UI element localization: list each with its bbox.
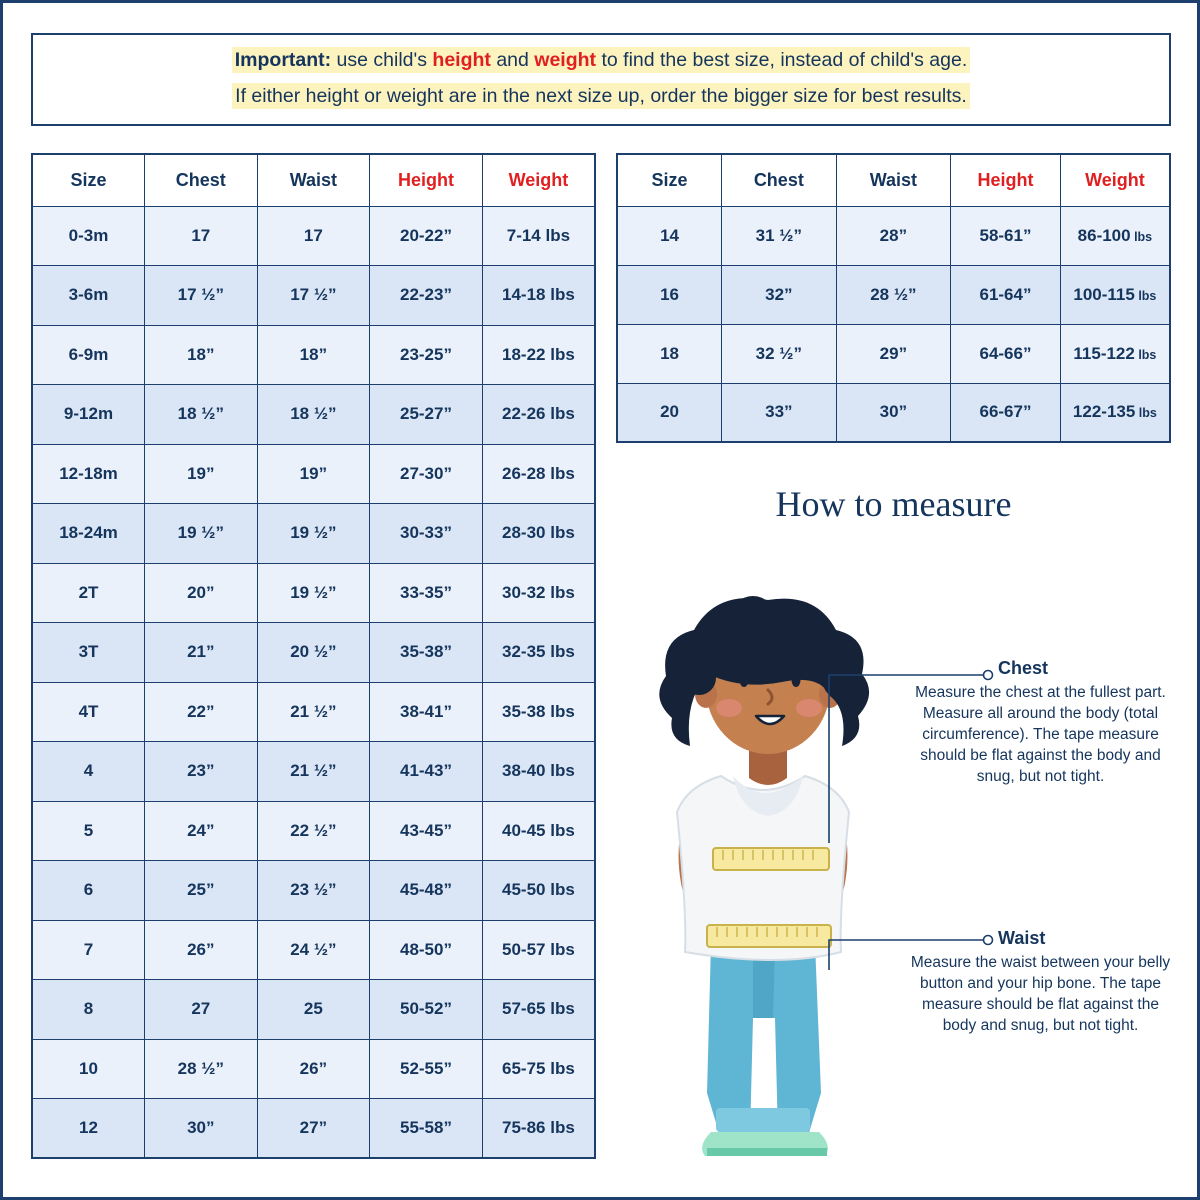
waist-callout-text: Measure the waist between your belly button and your hip bone. The tape measure should be flat against the body and snug, but not tight. — [910, 954, 1171, 1034]
cell-chest: 25” — [145, 861, 258, 921]
weight-unit: lbs — [1130, 229, 1153, 244]
cell-height: 61-64” — [951, 265, 1061, 324]
cell-waist: 22 ½” — [257, 801, 370, 861]
notice-text-a: use child's — [331, 49, 433, 71]
notice-text-c: to find the best size, instead of child's age. — [596, 49, 968, 71]
size-table-infant-kids — [31, 153, 596, 1159]
cell-chest: 20” — [145, 563, 258, 623]
cell-height: 38-41” — [370, 682, 483, 742]
cell-size: 2T — [32, 563, 145, 623]
cell-weight — [1060, 324, 1170, 383]
cell-height: 27-30” — [370, 444, 483, 504]
cell-waist: 18 ½” — [257, 385, 370, 445]
cell-chest: 32” — [722, 265, 837, 324]
column-header-waist: Waist — [257, 154, 370, 206]
cell-size: 6 — [32, 861, 145, 921]
cell-size: 0-3m — [32, 206, 145, 266]
cell-chest: 19 ½” — [145, 504, 258, 564]
chest-callout-text: Measure the chest at the fullest part. Measure all around the body (total circumference). The tape measure should be flat against the body and snug, but not tight. — [915, 684, 1166, 785]
cell-waist: 28 ½” — [836, 265, 951, 324]
weight-value: 122-135 — [1072, 402, 1136, 422]
cell-weight: 18-22 lbs — [482, 325, 595, 385]
cell-chest: 31 ½” — [722, 206, 837, 265]
column-header-chest: Chest — [145, 154, 258, 206]
cell-height: 58-61” — [951, 206, 1061, 265]
table-row — [32, 266, 595, 326]
cell-chest: 27 — [145, 980, 258, 1040]
column-header-weight: Weight — [1060, 154, 1170, 206]
cell-waist: 19” — [257, 444, 370, 504]
cell-chest: 18” — [145, 325, 258, 385]
cell-height: 41-43” — [370, 742, 483, 802]
cell-waist: 21 ½” — [257, 742, 370, 802]
cell-height: 30-33” — [370, 504, 483, 564]
cell-waist: 19 ½” — [257, 504, 370, 564]
cell-size: 14 — [617, 206, 722, 265]
cell-size: 4T — [32, 682, 145, 742]
waist-callout — [908, 928, 1173, 1037]
notice-important-label: Important: — [234, 49, 332, 71]
cell-height: 22-23” — [370, 266, 483, 326]
column-header-height: Height — [951, 154, 1061, 206]
cell-waist: 19 ½” — [257, 563, 370, 623]
cell-waist: 24 ½” — [257, 920, 370, 980]
cell-weight: 26-28 lbs — [482, 444, 595, 504]
cell-waist: 26” — [257, 1039, 370, 1099]
cell-chest: 19” — [145, 444, 258, 504]
cell-height: 35-38” — [370, 623, 483, 683]
cell-height: 52-55” — [370, 1039, 483, 1099]
table-row — [32, 444, 595, 504]
cell-height: 66-67” — [951, 383, 1061, 442]
notice-text-b: and — [490, 49, 535, 71]
cell-size: 20 — [617, 383, 722, 442]
cell-height: 50-52” — [370, 980, 483, 1040]
cell-waist: 27” — [257, 1099, 370, 1159]
cell-weight: 65-75 lbs — [482, 1039, 595, 1099]
cell-weight: 28-30 lbs — [482, 504, 595, 564]
important-notice — [31, 33, 1171, 126]
notice-line-2-text: If either height or weight are in the next size up, order the bigger size for best results. — [232, 83, 970, 109]
cell-height: 43-45” — [370, 801, 483, 861]
weight-unit: lbs — [1134, 347, 1157, 362]
table-row — [32, 563, 595, 623]
cell-size: 16 — [617, 265, 722, 324]
table-row — [32, 504, 595, 564]
cell-size: 4 — [32, 742, 145, 802]
weight-value: 115-122 — [1073, 343, 1135, 363]
cell-size: 5 — [32, 801, 145, 861]
table-row — [617, 324, 1170, 383]
table-row — [32, 1099, 595, 1159]
cell-size: 10 — [32, 1039, 145, 1099]
cell-chest: 17 ½” — [145, 266, 258, 326]
cell-chest: 24” — [145, 801, 258, 861]
table-header-row — [617, 154, 1170, 206]
table-row — [617, 265, 1170, 324]
cell-waist: 29” — [836, 324, 951, 383]
chest-callout — [908, 658, 1173, 788]
cell-weight — [1060, 265, 1170, 324]
notice-weight-word: weight — [534, 49, 597, 71]
weight-value: 86-100 — [1077, 225, 1131, 245]
cell-waist: 20 ½” — [257, 623, 370, 683]
cell-waist: 18” — [257, 325, 370, 385]
cell-chest: 23” — [145, 742, 258, 802]
cell-size: 9-12m — [32, 385, 145, 445]
cell-waist: 28” — [836, 206, 951, 265]
notice-line-1 — [43, 47, 1159, 75]
cell-waist: 17 ½” — [257, 266, 370, 326]
cell-weight: 75-86 lbs — [482, 1099, 595, 1159]
table-row — [617, 206, 1170, 265]
cell-size: 8 — [32, 980, 145, 1040]
column-header-weight: Weight — [482, 154, 595, 206]
cell-weight: 57-65 lbs — [482, 980, 595, 1040]
table-row — [32, 1039, 595, 1099]
how-to-measure-title: How to measure — [775, 484, 1012, 524]
notice-line-2 — [43, 83, 1159, 111]
cell-chest: 33” — [722, 383, 837, 442]
cell-height: 33-35” — [370, 563, 483, 623]
size-table-youth — [616, 153, 1171, 443]
cell-chest: 17 — [145, 206, 258, 266]
column-header-chest: Chest — [722, 154, 837, 206]
waist-callout-label: Waist — [998, 928, 1046, 948]
table-row — [32, 801, 595, 861]
table-row — [32, 682, 595, 742]
column-header-waist: Waist — [836, 154, 951, 206]
table-row — [32, 920, 595, 980]
cell-size: 12-18m — [32, 444, 145, 504]
table-row — [32, 980, 595, 1040]
cell-weight — [1060, 206, 1170, 265]
cell-chest: 22” — [145, 682, 258, 742]
weight-unit: lbs — [1134, 288, 1157, 303]
weight-unit: lbs — [1135, 406, 1157, 421]
cell-weight: 32-35 lbs — [482, 623, 595, 683]
cell-height: 48-50” — [370, 920, 483, 980]
cell-size: 18-24m — [32, 504, 145, 564]
column-header-size: Size — [32, 154, 145, 206]
table-row — [32, 861, 595, 921]
waist-tape-measure — [707, 925, 831, 947]
cell-weight: 14-18 lbs — [482, 266, 595, 326]
cell-waist: 30” — [836, 383, 951, 442]
cell-weight: 30-32 lbs — [482, 563, 595, 623]
cell-height: 64-66” — [951, 324, 1061, 383]
cell-waist: 25 — [257, 980, 370, 1040]
chest-tape-measure — [713, 848, 829, 870]
table-row — [32, 325, 595, 385]
table-header-row — [32, 154, 595, 206]
column-header-height: Height — [370, 154, 483, 206]
cell-waist: 21 ½” — [257, 682, 370, 742]
cell-weight: 50-57 lbs — [482, 920, 595, 980]
cell-chest: 21” — [145, 623, 258, 683]
cell-chest: 32 ½” — [722, 324, 837, 383]
cell-weight: 40-45 lbs — [482, 801, 595, 861]
cell-weight: 22-26 lbs — [482, 385, 595, 445]
cell-height: 55-58” — [370, 1099, 483, 1159]
cell-weight: 45-50 lbs — [482, 861, 595, 921]
table-row — [32, 742, 595, 802]
table-row — [32, 623, 595, 683]
table-row — [617, 383, 1170, 442]
chest-callout-label: Chest — [998, 658, 1049, 678]
cell-weight: 38-40 lbs — [482, 742, 595, 802]
cell-size: 3-6m — [32, 266, 145, 326]
cell-size: 6-9m — [32, 325, 145, 385]
cell-chest: 18 ½” — [145, 385, 258, 445]
cell-waist: 23 ½” — [257, 861, 370, 921]
cell-chest: 28 ½” — [145, 1039, 258, 1099]
cell-weight — [1060, 383, 1170, 442]
weight-value: 100-115 — [1073, 284, 1135, 304]
notice-height-word: height — [432, 49, 491, 71]
cell-size: 3T — [32, 623, 145, 683]
table-row — [32, 385, 595, 445]
cell-size: 12 — [32, 1099, 145, 1159]
cell-weight: 35-38 lbs — [482, 682, 595, 742]
cell-height: 20-22” — [370, 206, 483, 266]
cell-height: 45-48” — [370, 861, 483, 921]
cell-height: 25-27” — [370, 385, 483, 445]
cell-chest: 30” — [145, 1099, 258, 1159]
cell-size: 18 — [617, 324, 722, 383]
column-header-size: Size — [617, 154, 722, 206]
cell-height: 23-25” — [370, 325, 483, 385]
cell-weight: 7-14 lbs — [482, 206, 595, 266]
table-row — [32, 206, 595, 266]
cell-waist: 17 — [257, 206, 370, 266]
cell-chest: 26” — [145, 920, 258, 980]
cell-size: 7 — [32, 920, 145, 980]
